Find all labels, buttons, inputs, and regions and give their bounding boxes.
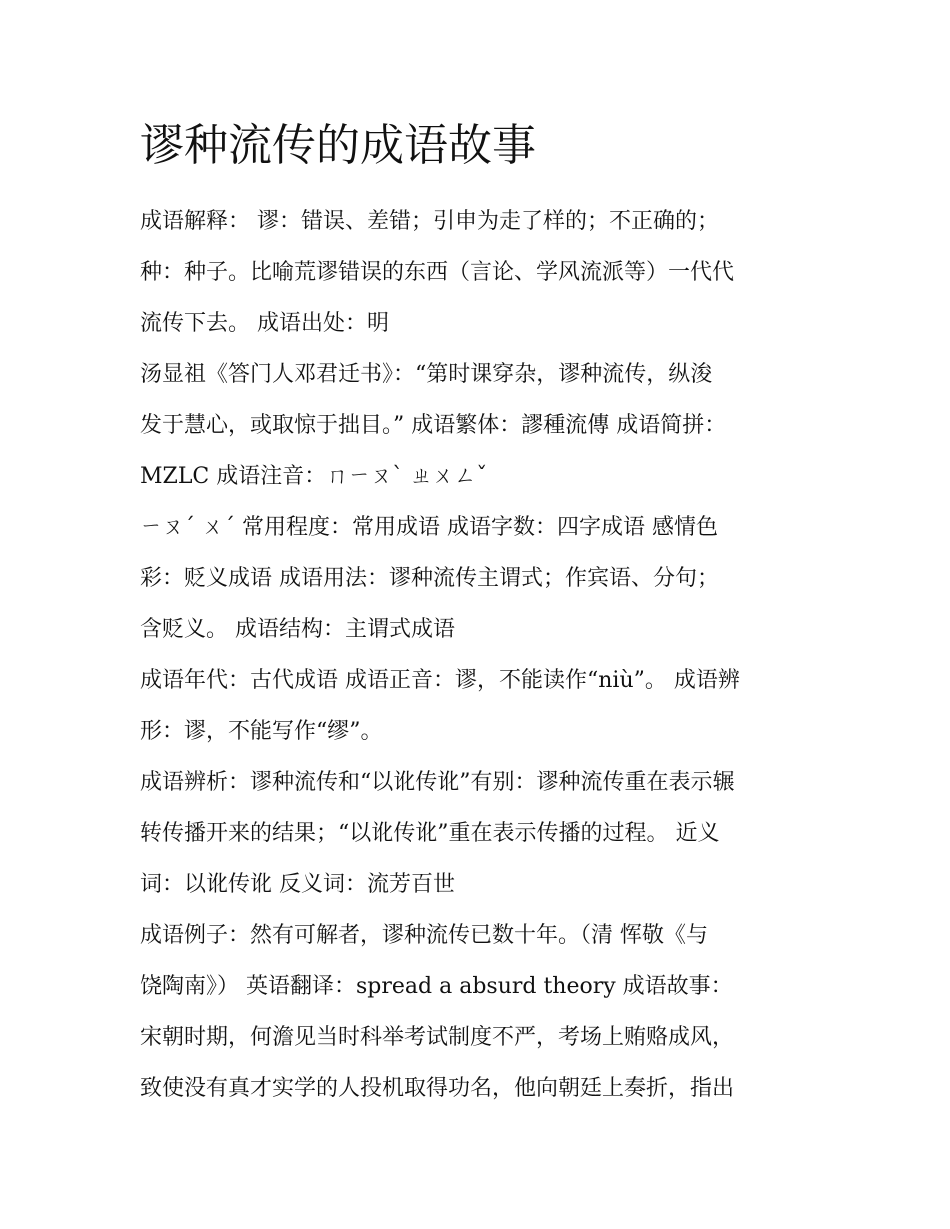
body-line: 成语例子：然有可解者，谬种流传已数十年。（清 恽敬《与 bbox=[140, 923, 708, 948]
document-title: 谬种流传的成语故事 bbox=[140, 120, 536, 171]
body-line: 种：种子。比喻荒谬错误的东西（言论、学风流派等）一代代 bbox=[140, 260, 735, 285]
body-line: 成语年代：古代成语 成语正音：谬，不能读作“niù”。 成语辨 bbox=[140, 668, 740, 693]
body-line: MZLC 成语注音：ㄇㄧㄡˋ ㄓㄨㄥˇ bbox=[140, 464, 488, 489]
body-line: 词：以讹传讹 反义词：流芳百世 bbox=[140, 872, 455, 897]
document-page bbox=[140, 112, 820, 1114]
body-line: 成语辨析：谬种流传和“以讹传讹”有别：谬种流传重在表示辗 bbox=[140, 770, 735, 795]
body-line: 汤显祖《答门人邓君迁书》：“第时课穿杂，谬种流传，纵浚 bbox=[140, 362, 713, 387]
body-line: 宋朝时期，何澹见当时科举考试制度不严，考场上贿赂成风， bbox=[140, 1025, 735, 1050]
body-line: 流传下去。 成语出处：明 bbox=[140, 311, 389, 336]
document-body bbox=[140, 196, 820, 1114]
body-line: 致使没有真才实学的人投机取得功名，他向朝廷上奏折，指出 bbox=[140, 1076, 735, 1101]
body-line: 成语解释： 谬：错误、差错；引申为走了样的；不正确的； bbox=[140, 209, 719, 234]
body-line: 饶陶南》） 英语翻译：spread a absurd theory 成语故事： bbox=[140, 974, 733, 999]
body-line: 形：谬，不能写作“缪”。 bbox=[140, 719, 383, 744]
body-line: 含贬义。 成语结构：主谓式成语 bbox=[140, 617, 455, 642]
body-line: 彩：贬义成语 成语用法：谬种流传主谓式；作宾语、分句； bbox=[140, 566, 719, 591]
body-line: ㄧㄡˊ ㄨˊ 常用程度：常用成语 成语字数：四字成语 感情色 bbox=[140, 515, 718, 540]
body-line: 转传播开来的结果；“以讹传讹”重在表示传播的过程。 近义 bbox=[140, 821, 720, 846]
body-line: 发于慧心，或取惊于拙目。” 成语繁体：謬種流傳 成语简拼： bbox=[140, 413, 727, 438]
